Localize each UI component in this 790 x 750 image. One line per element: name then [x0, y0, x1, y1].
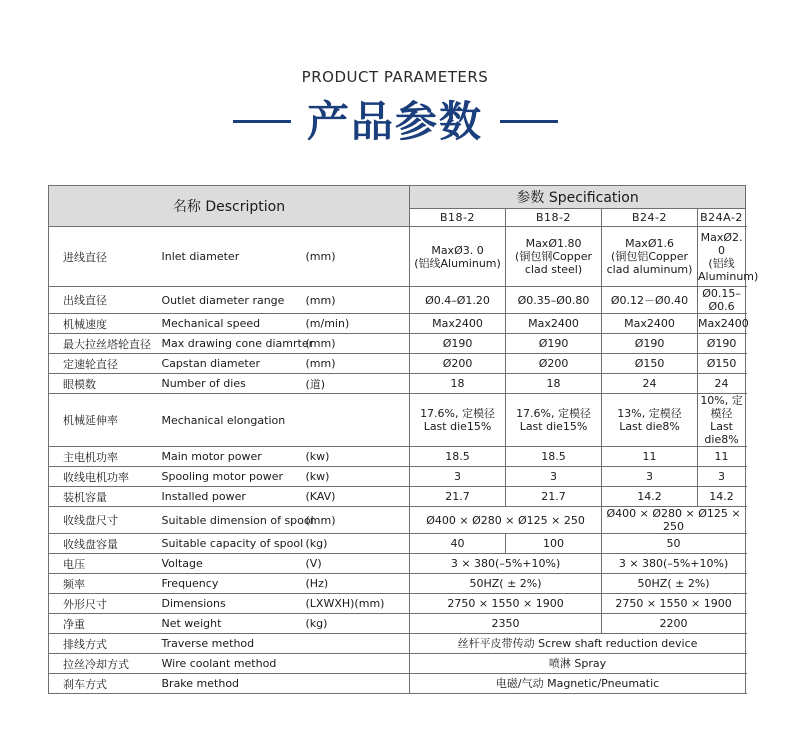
param-unit: [306, 394, 410, 447]
param-name-en: Max drawing cone diamrter: [156, 334, 306, 354]
param-name-cn: 排线方式: [49, 634, 156, 654]
param-value: 11: [602, 447, 698, 467]
param-name-cn: 收线盘尺寸: [49, 507, 156, 534]
table-row: [49, 534, 746, 554]
table-row: [49, 287, 746, 314]
param-value: 21.7: [506, 487, 602, 507]
param-value: 13%, 定模径 Last die8%: [602, 394, 698, 447]
param-name-cn: 刹车方式: [49, 674, 156, 694]
param-value: 21.7: [410, 487, 506, 507]
param-value: 18: [410, 374, 506, 394]
param-name-en: Outlet diameter range: [156, 287, 306, 314]
header-row-1: [49, 186, 746, 209]
table-row: [49, 614, 746, 634]
param-value: 2750 × 1550 × 1900: [410, 594, 602, 614]
model-header: B18-2: [506, 209, 602, 227]
param-name-en: Suitable capacity of spool: [156, 534, 306, 554]
param-unit: (kg): [306, 534, 410, 554]
table-row: [49, 354, 746, 374]
param-name-cn: 收线盘容量: [49, 534, 156, 554]
param-value: 3: [410, 467, 506, 487]
param-name-cn: 出线直径: [49, 287, 156, 314]
param-name-cn: 频率: [49, 574, 156, 594]
param-unit: [306, 654, 410, 674]
param-value: 40: [410, 534, 506, 554]
param-name-cn: 眼模数: [49, 374, 156, 394]
model-header: B24-2: [602, 209, 698, 227]
param-unit: (mm): [306, 227, 410, 287]
param-value: MaxØ2. 0 (铝线Aluminum): [698, 227, 746, 287]
param-value: 50: [602, 534, 746, 554]
param-value: Ø400 × Ø280 × Ø125 × 250: [410, 507, 602, 534]
param-unit: (mm): [306, 334, 410, 354]
param-value: Ø0.15– Ø0.6: [698, 287, 746, 314]
param-name-en: Mechanical elongation: [156, 394, 306, 447]
param-value: Ø200: [506, 354, 602, 374]
param-name-en: Capstan diameter: [156, 354, 306, 374]
param-value: MaxØ1.6 (铜包铝Copper clad aluminum): [602, 227, 698, 287]
param-value: 50HZ( ± 2%): [410, 574, 602, 594]
page-title: 产品参数: [306, 97, 483, 146]
param-name-en: Inlet diameter: [156, 227, 306, 287]
table-row: [49, 374, 746, 394]
param-name-cn: 净重: [49, 614, 156, 634]
spec-table: [48, 185, 759, 694]
param-name-en: Number of dies: [156, 374, 306, 394]
param-value: Max2400: [506, 314, 602, 334]
param-name-cn: 最大拉丝塔轮直径: [49, 334, 156, 354]
param-name-en: Brake method: [156, 674, 306, 694]
param-unit: [306, 634, 410, 654]
table-row: [49, 674, 746, 694]
table-row: [49, 447, 746, 467]
param-unit: (V): [306, 554, 410, 574]
param-value: Ø150: [698, 354, 746, 374]
param-value: Ø0.35–Ø0.80: [506, 287, 602, 314]
param-name-en: Frequency: [156, 574, 306, 594]
table-row: [49, 574, 746, 594]
heading-rule-right: [500, 120, 558, 123]
param-value: 3 × 380(–5%+10%): [602, 554, 746, 574]
param-value: 10%, 定模径 Last die8%: [698, 394, 746, 447]
param-unit: (mm): [306, 507, 410, 534]
param-name-cn: 进线直径: [49, 227, 156, 287]
table-row: [49, 634, 746, 654]
param-unit: (KAV): [306, 487, 410, 507]
param-value: Ø190: [698, 334, 746, 354]
param-value: Ø190: [602, 334, 698, 354]
param-name-en: Mechanical speed: [156, 314, 306, 334]
param-name-en: Main motor power: [156, 447, 306, 467]
table-row: [49, 334, 746, 354]
param-unit: (m/min): [306, 314, 410, 334]
param-value: Ø150: [602, 354, 698, 374]
param-name-en: Traverse method: [156, 634, 306, 654]
param-value: 14.2: [602, 487, 698, 507]
param-name-cn: 主电机功率: [49, 447, 156, 467]
param-name-en: Suitable dimension of spool: [156, 507, 306, 534]
specification-header: 参数 Specification: [410, 186, 746, 209]
param-name-en: Installed power: [156, 487, 306, 507]
table-row: [49, 507, 746, 534]
param-name-en: Voltage: [156, 554, 306, 574]
param-value: 11: [698, 447, 746, 467]
param-name-en: Spooling motor power: [156, 467, 306, 487]
param-name-en: Dimensions: [156, 594, 306, 614]
param-value: 17.6%, 定模径 Last die15%: [410, 394, 506, 447]
param-value: MaxØ3. 0 (铝线Aluminum): [410, 227, 506, 287]
param-value: 丝杆平皮带传动 Screw shaft reduction device: [410, 634, 746, 654]
param-value: MaxØ1.80 (铜包钢Copper clad steel): [506, 227, 602, 287]
param-value: Max2400: [410, 314, 506, 334]
table-row: [49, 394, 746, 447]
param-value: Ø0.12－Ø0.40: [602, 287, 698, 314]
description-header: 名称 Description: [49, 186, 410, 227]
param-value: 18.5: [506, 447, 602, 467]
table-row: [49, 594, 746, 614]
param-unit: (kw): [306, 447, 410, 467]
param-value: Max2400: [698, 314, 746, 334]
param-name-en: Wire coolant method: [156, 654, 306, 674]
table-row: [49, 467, 746, 487]
param-unit: (kw): [306, 467, 410, 487]
param-unit: (Hz): [306, 574, 410, 594]
spec-table-body: [49, 227, 759, 694]
param-value: 3: [506, 467, 602, 487]
param-value: 2350: [410, 614, 602, 634]
table-row: [49, 654, 746, 674]
param-value: Ø200: [410, 354, 506, 374]
param-value: Ø400 × Ø280 × Ø125 × 250: [602, 507, 746, 534]
param-value: 喷淋 Spray: [410, 654, 746, 674]
table-row: [49, 314, 746, 334]
param-value: Ø190: [410, 334, 506, 354]
param-value: Ø0.4–Ø1.20: [410, 287, 506, 314]
param-value: 24: [602, 374, 698, 394]
table-row: [49, 487, 746, 507]
param-name-cn: 拉丝冷却方式: [49, 654, 156, 674]
param-value: 100: [506, 534, 602, 554]
table-row: [49, 554, 746, 574]
heading-rule-left: [233, 120, 291, 123]
eyebrow-title: PRODUCT PARAMETERS: [301, 68, 489, 86]
param-value: 3: [698, 467, 746, 487]
param-unit: (道): [306, 374, 410, 394]
param-value: 2750 × 1550 × 1900: [602, 594, 746, 614]
model-header: B18-2: [410, 209, 506, 227]
param-name-cn: 装机容量: [49, 487, 156, 507]
param-value: Max2400: [602, 314, 698, 334]
param-value: 2200: [602, 614, 746, 634]
param-name-cn: 收线电机功率: [49, 467, 156, 487]
param-name-cn: 机械速度: [49, 314, 156, 334]
param-name-cn: 定速轮直径: [49, 354, 156, 374]
param-name-cn: 外形尺寸: [49, 594, 156, 614]
param-value: 3 × 380(–5%+10%): [410, 554, 602, 574]
param-value: 电磁/气动 Magnetic/Pneumatic: [410, 674, 746, 694]
param-unit: (LXWXH)(mm): [306, 594, 410, 614]
param-value: 18: [506, 374, 602, 394]
param-name-cn: 电压: [49, 554, 156, 574]
param-value: 18.5: [410, 447, 506, 467]
param-value: 14.2: [698, 487, 746, 507]
param-value: 17.6%, 定模径 Last die15%: [506, 394, 602, 447]
heading-row: [0, 92, 790, 152]
table-row: [49, 227, 746, 287]
param-value: 3: [602, 467, 698, 487]
param-name-cn: 机械延伸率: [49, 394, 156, 447]
param-unit: [306, 674, 410, 694]
param-value: Ø190: [506, 334, 602, 354]
param-value: 50HZ( ± 2%): [602, 574, 746, 594]
param-name-en: Net weight: [156, 614, 306, 634]
param-value: 24: [698, 374, 746, 394]
param-unit: (mm): [306, 354, 410, 374]
param-unit: (mm): [306, 287, 410, 314]
param-unit: (kg): [306, 614, 410, 634]
model-header: B24A-2: [698, 209, 746, 227]
